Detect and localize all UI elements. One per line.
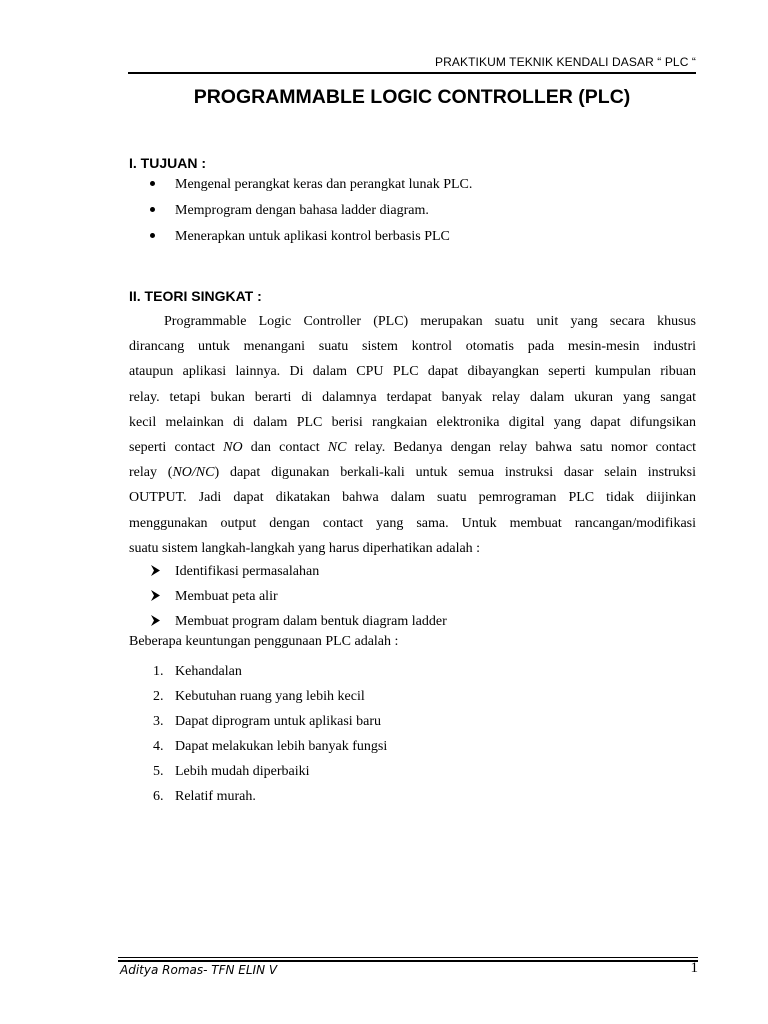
theory-paragraph (129, 309, 696, 561)
bullet-dot-icon (150, 172, 162, 197)
arrow-right-icon (150, 559, 162, 584)
header-rule (128, 72, 696, 74)
paragraph-line: relay. tetapi bukan berarti di dalamnya terdapat banyak relay dalam ukuran yang sangat (129, 389, 696, 405)
list-number: 1. (153, 664, 164, 679)
list-number: 5. (153, 764, 164, 779)
list-number: 4. (153, 739, 164, 754)
paragraph-line: Programmable Logic Controller (PLC) merupakan suatu unit yang secara khusus (164, 314, 696, 329)
paragraph-line: dirancang untuk menangani suatu sistem kontrol otomatis pada mesin-mesin industri (129, 339, 696, 355)
running-header: PRAKTIKUM TEKNIK KENDALI DASAR “ PLC “ (435, 55, 696, 69)
paragraph-line: ataupun aplikasi lainnya. Di dalam CPU PLC dapat dibayangkan seperti kumpulan ribuan (129, 364, 696, 380)
page-number: 1 (690, 960, 698, 976)
paragraph-line: kecil melainkan di dalam PLC berisi rangkaian elektronika digital yang dapat difungsikan (129, 414, 696, 430)
paragraph-line: suatu sistem langkah-langkah yang harus diperhatikan adalah : (129, 540, 481, 556)
arrow-right-icon (150, 584, 162, 609)
section-heading-teori-singkat: II. TEORI SINGKAT : (129, 288, 262, 304)
no-contact-term: NO (223, 439, 243, 455)
list-number: 2. (153, 689, 164, 704)
bullet-dot-icon (150, 198, 162, 223)
bullet-dot-icon (150, 224, 162, 249)
section-heading-tujuan: I. TUJUAN : (129, 155, 206, 171)
paragraph-line: OUTPUT. Jadi dapat dikatakan bahwa dalam suatu pemrograman PLC tidak diijinkan (129, 490, 696, 506)
footer-rule-top (118, 957, 698, 958)
paragraph-line: menggunakan output dengan contact yang sama. Untuk membuat rancangan/modifikasi (129, 515, 696, 531)
list-number: 3. (153, 714, 164, 729)
document-title: PROGRAMMABLE LOGIC CONTROLLER (PLC) (193, 86, 631, 108)
footer-author: Aditya Romas- TFN ELIN V (120, 963, 278, 977)
nc-contact-term: NC (327, 439, 347, 455)
footer-rule-bottom (118, 960, 698, 962)
no-nc-term: NO/NC (172, 465, 215, 481)
paragraph-line: relay (NO/NC) dapat digunakan berkali-kali untuk semua instruksi dasar selain instruksi (129, 465, 696, 481)
paragraph-line: seperti contact NO dan contact NC relay. Bedanya dengan relay bahwa satu nomor contact (129, 439, 696, 455)
advantages-intro: Beberapa keuntungan penggunaan PLC adalah : (129, 634, 399, 649)
list-number: 6. (153, 789, 164, 804)
arrow-right-icon (150, 609, 162, 634)
